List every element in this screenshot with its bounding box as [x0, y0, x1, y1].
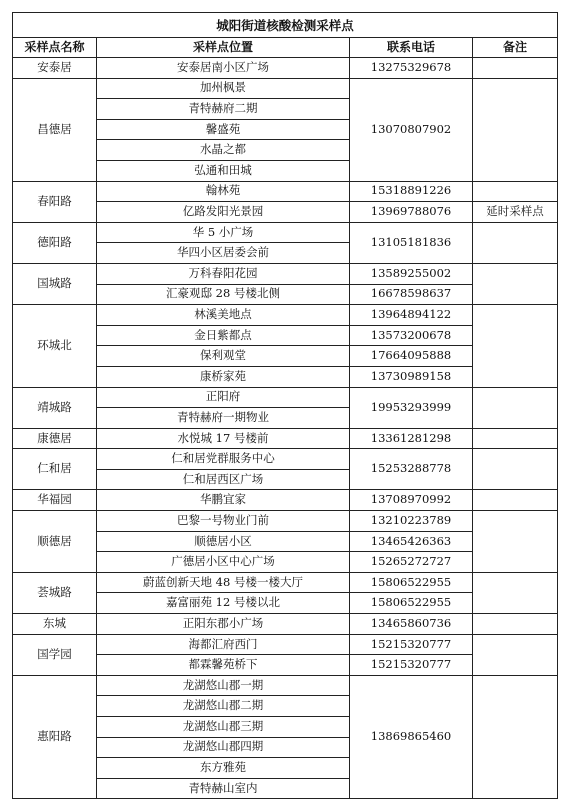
sampling-location: 龙湖悠山郡二期: [97, 696, 350, 717]
document: [12, 12, 557, 799]
sampling-location: 万科春阳花园: [97, 263, 350, 284]
contact-phone: 13465860736: [350, 614, 473, 635]
sampling-point-name: 春阳路: [13, 181, 97, 222]
sampling-points-table: [12, 12, 558, 799]
contact-phone: 13869865460: [350, 675, 473, 799]
sampling-location: 水晶之都: [97, 140, 350, 161]
contact-phone: 13465426363: [350, 531, 473, 552]
remark: [473, 572, 558, 613]
contact-phone: 13589255002: [350, 263, 473, 284]
table-row: [13, 58, 558, 79]
sampling-location: 青特赫山室内: [97, 778, 350, 799]
header-location: 采样点位置: [97, 38, 350, 58]
remark: [473, 675, 558, 799]
sampling-point-name: 华福园: [13, 490, 97, 511]
sampling-location: 金日紫都点: [97, 325, 350, 346]
sampling-point-name: 东城: [13, 614, 97, 635]
sampling-location: 水悦城 17 号楼前: [97, 428, 350, 449]
sampling-point-name: 安泰居: [13, 58, 97, 79]
sampling-point-name: 国学园: [13, 634, 97, 675]
sampling-location: 正阳东郡小广场: [97, 614, 350, 635]
sampling-location: 嘉富丽苑 12 号楼以北: [97, 593, 350, 614]
sampling-location: 顺德居小区: [97, 531, 350, 552]
title-row: [13, 13, 558, 38]
sampling-point-name: 荟城路: [13, 572, 97, 613]
sampling-point-name: 昌德居: [13, 78, 97, 181]
remark: [473, 387, 558, 428]
sampling-location: 华鹏宜家: [97, 490, 350, 511]
sampling-location: 青特赫府一期物业: [97, 408, 350, 429]
sampling-location: 东方雅苑: [97, 758, 350, 779]
contact-phone: 13210223789: [350, 511, 473, 532]
sampling-location: 亿路发阳光景园: [97, 202, 350, 223]
table-row: [13, 387, 558, 408]
sampling-location: 安泰居南小区广场: [97, 58, 350, 79]
sampling-location: 汇豪观邸 28 号楼北侧: [97, 284, 350, 305]
sampling-location: 康桥家苑: [97, 366, 350, 387]
contact-phone: 16678598637: [350, 284, 473, 305]
sampling-location: 弘通和田城: [97, 160, 350, 181]
sampling-point-name: 惠阳路: [13, 675, 97, 799]
remark: [473, 634, 558, 675]
table-title: 城阳街道核酸检测采样点: [13, 13, 558, 38]
sampling-point-name: 德阳路: [13, 222, 97, 263]
table-row: [13, 511, 558, 532]
sampling-location: 龙湖悠山郡三期: [97, 717, 350, 738]
contact-phone: 19953293999: [350, 387, 473, 428]
remark: 延时采样点: [473, 202, 558, 223]
sampling-location: 海都汇府西门: [97, 634, 350, 655]
sampling-point-name: 环城北: [13, 305, 97, 387]
table-body: [13, 58, 558, 799]
table-row: [13, 614, 558, 635]
remark: [473, 490, 558, 511]
contact-phone: 13361281298: [350, 428, 473, 449]
contact-phone: 15806522955: [350, 593, 473, 614]
sampling-location: 龙湖悠山郡四期: [97, 737, 350, 758]
sampling-location: 龙湖悠山郡一期: [97, 675, 350, 696]
contact-phone: 13573200678: [350, 325, 473, 346]
contact-phone: 13730989158: [350, 366, 473, 387]
sampling-location: 仁和居党群服务中心: [97, 449, 350, 470]
table-row: [13, 305, 558, 326]
remark: [473, 181, 558, 202]
contact-phone: 13105181836: [350, 222, 473, 263]
contact-phone: 13275329678: [350, 58, 473, 79]
remark: [473, 511, 558, 573]
contact-phone: 13708970992: [350, 490, 473, 511]
sampling-location: 仁和居西区广场: [97, 469, 350, 490]
remark: [473, 58, 558, 79]
sampling-point-name: 靖城路: [13, 387, 97, 428]
remark: [473, 614, 558, 635]
sampling-location: 林溪美地点: [97, 305, 350, 326]
remark: [473, 305, 558, 387]
contact-phone: 15265272727: [350, 552, 473, 573]
sampling-point-name: 康德居: [13, 428, 97, 449]
table-row: [13, 181, 558, 202]
contact-phone: 13070807902: [350, 78, 473, 181]
table-row: [13, 449, 558, 470]
header-phone: 联系电话: [350, 38, 473, 58]
sampling-location: 翰林苑: [97, 181, 350, 202]
table-row: [13, 675, 558, 696]
table-row: [13, 428, 558, 449]
sampling-location: 都霖馨苑桥下: [97, 655, 350, 676]
sampling-location: 华 5 小广场: [97, 222, 350, 243]
table-row: [13, 222, 558, 243]
sampling-point-name: 顺德居: [13, 511, 97, 573]
header-row: [13, 38, 558, 58]
sampling-location: 青特赫府二期: [97, 99, 350, 120]
table-row: [13, 634, 558, 655]
sampling-location: 保利观堂: [97, 346, 350, 367]
sampling-point-name: 仁和居: [13, 449, 97, 490]
remark: [473, 78, 558, 181]
contact-phone: 15318891226: [350, 181, 473, 202]
sampling-location: 广德居小区中心广场: [97, 552, 350, 573]
sampling-location: 正阳府: [97, 387, 350, 408]
contact-phone: 15806522955: [350, 572, 473, 593]
remark: [473, 222, 558, 263]
sampling-location: 馨盛苑: [97, 119, 350, 140]
header-name: 采样点名称: [13, 38, 97, 58]
table-row: [13, 78, 558, 99]
remark: [473, 449, 558, 490]
sampling-location: 加州枫景: [97, 78, 350, 99]
remark: [473, 428, 558, 449]
table-row: [13, 572, 558, 593]
remark: [473, 263, 558, 304]
contact-phone: 15215320777: [350, 634, 473, 655]
contact-phone: 15253288778: [350, 449, 473, 490]
sampling-location: 华四小区居委会前: [97, 243, 350, 264]
sampling-point-name: 国城路: [13, 263, 97, 304]
sampling-location: 蔚蓝创新天地 48 号楼一楼大厅: [97, 572, 350, 593]
table-row: [13, 490, 558, 511]
table-row: [13, 263, 558, 284]
contact-phone: 13969788076: [350, 202, 473, 223]
contact-phone: 17664095888: [350, 346, 473, 367]
header-note: 备注: [473, 38, 558, 58]
contact-phone: 15215320777: [350, 655, 473, 676]
contact-phone: 13964894122: [350, 305, 473, 326]
sampling-location: 巴黎一号物业门前: [97, 511, 350, 532]
